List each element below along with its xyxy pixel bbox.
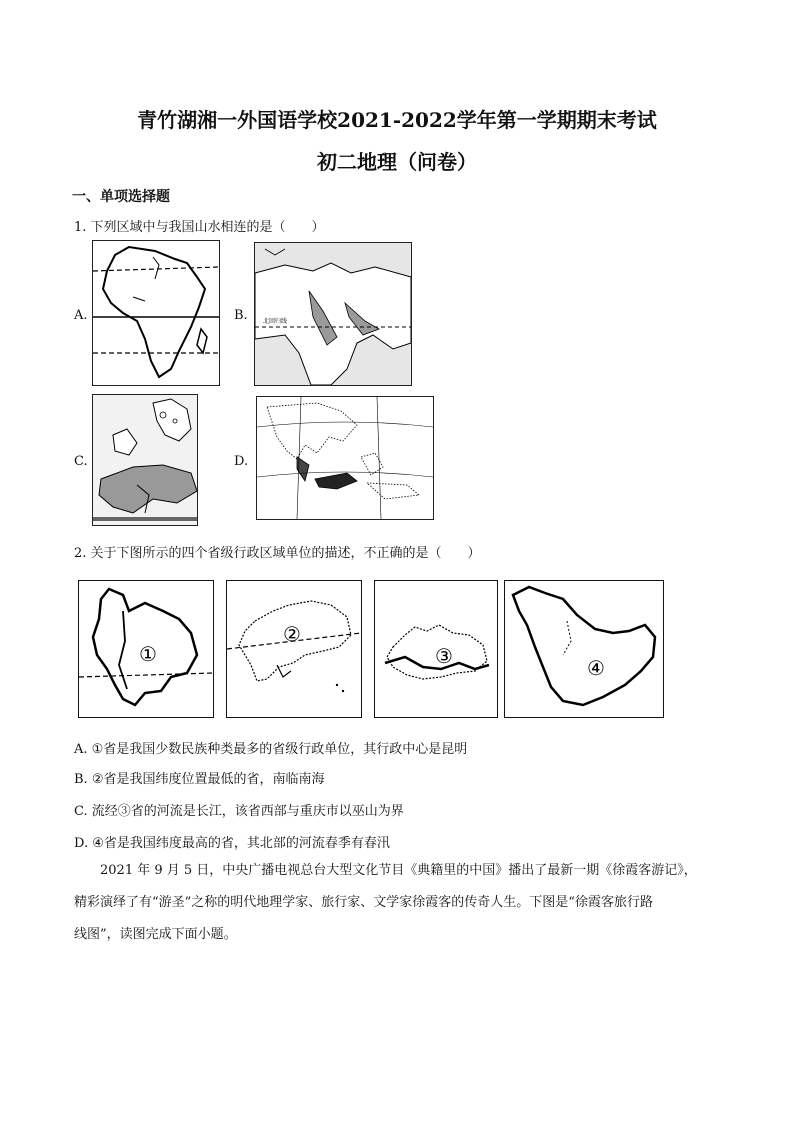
europe-map-image: [93, 395, 197, 525]
passage-line-1: 2021 年 9 月 5 日，中央广播电视总台大型文化节目《典籍里的中国》播出了最新一期《徐霞客游记》，: [100, 863, 697, 878]
q1-option-c-map: [92, 394, 198, 526]
province-map-2: [226, 580, 362, 718]
q1-option-b-label: B.: [234, 308, 248, 323]
exam-title: 青竹湖湘一外国语学校2021-2022学年第一学期期末考试: [137, 108, 657, 132]
q2-choice-d: D. ④省是我国纬度最高的省，其北部的河流春季有春汛: [74, 836, 390, 851]
guangdong-outline-image: [227, 581, 361, 717]
hubei-outline-image: [375, 581, 497, 717]
exam-subtitle: 初二地理（问卷）: [317, 150, 477, 174]
tropic-of-cancer-label: 北回归线: [263, 318, 288, 325]
q1-option-d-map: [256, 396, 434, 520]
southeast-asia-map-image: [257, 397, 433, 519]
q1-option-a-label: A.: [74, 308, 88, 323]
heilongjiang-outline-image: [505, 581, 663, 717]
question-1-stem: 1. 下列区域中与我国山水相连的是（ ）: [74, 220, 325, 235]
province-1-marker: ①: [139, 642, 157, 666]
q2-choice-b: B. ②省是我国纬度位置最低的省，南临南海: [74, 772, 325, 787]
question-2-stem: 2. 关于下图所示的四个省级行政区域单位的描述，不正确的是（ ）: [74, 546, 481, 561]
q1-option-b-map: [254, 242, 412, 386]
province-map-3: [374, 580, 498, 718]
yunnan-outline-image: [79, 581, 213, 717]
q1-option-d-label: D.: [234, 454, 249, 469]
middle-east-map-image: [255, 243, 411, 385]
province-3-marker: ③: [435, 644, 453, 668]
province-4-marker: ④: [587, 656, 605, 680]
passage-line-3: 线图”，读图完成下面小题。: [74, 927, 237, 942]
africa-map-image: [93, 241, 219, 385]
q1-option-a-map: [92, 240, 220, 386]
passage-line-2: 精彩演绎了有“游圣”之称的明代地理学家、旅行家、文学家徐霞客的传奇人生。下图是“徐霞客旅行路: [74, 895, 653, 910]
q2-choice-c: C. 流经③省的河流是长江，该省西部与重庆市以巫山为界: [74, 804, 404, 819]
province-2-marker: ②: [283, 622, 301, 646]
province-map-1: [78, 580, 214, 718]
section-heading: 一、单项选择题: [72, 189, 170, 205]
q2-choice-a: A. ①省是我国少数民族种类最多的省级行政单位，其行政中心是昆明: [74, 742, 468, 757]
province-map-4: [504, 580, 664, 718]
q1-option-c-label: C.: [74, 454, 88, 469]
